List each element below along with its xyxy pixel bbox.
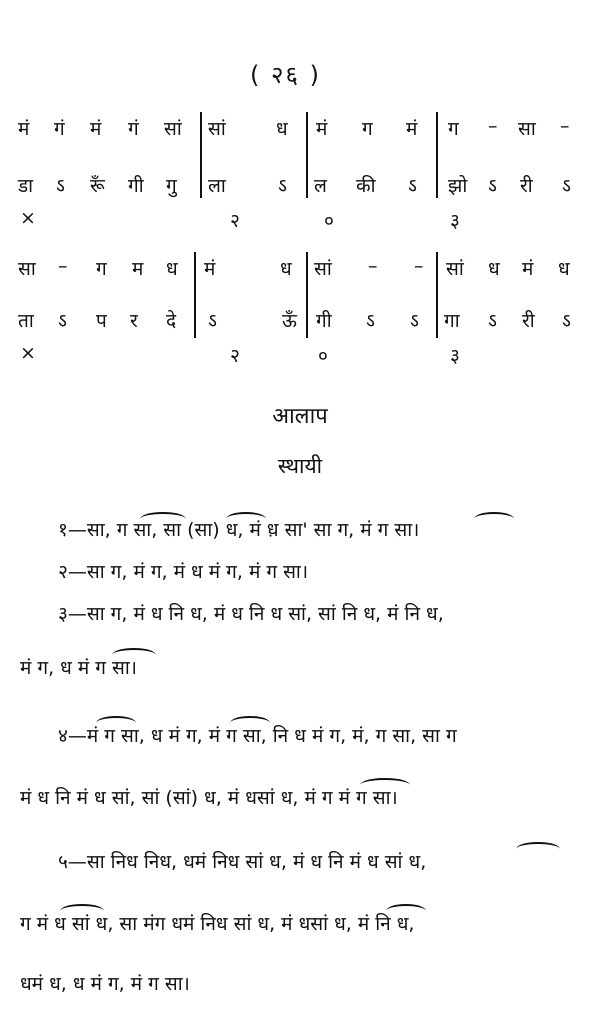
taal-mark: ३	[450, 345, 460, 367]
meend-arc	[140, 512, 186, 526]
swar-note: मं	[18, 118, 30, 140]
block2-bol-row	[18, 307, 580, 341]
meend-arc	[474, 512, 514, 526]
block1-bol-row	[18, 172, 580, 206]
vibhag-line	[436, 252, 438, 338]
swar-note: –	[488, 115, 498, 137]
vibhag-line	[194, 252, 196, 338]
swar-note: मं	[522, 258, 534, 280]
taal-mark: ×	[20, 207, 36, 229]
bol-syllable: ऽ	[488, 310, 497, 332]
alaap-line: ४—मं ग सा, ध मं ग, मं ग सा, नि ध मं ग, मं, ग सा, सा ग	[58, 725, 457, 747]
bol-syllable: ता	[18, 310, 34, 332]
swar-note: म	[132, 258, 144, 280]
taal-mark: २	[230, 345, 240, 367]
bol-syllable: री	[520, 175, 533, 197]
bol-syllable: ऽ	[562, 310, 571, 332]
swar-note: सां	[314, 258, 332, 280]
swar-note: गं	[128, 118, 139, 140]
swar-note: सा	[518, 118, 536, 140]
page-number: ( २६ )	[250, 61, 321, 89]
bol-syllable: ऽ	[208, 310, 217, 332]
meend-arc	[230, 716, 270, 730]
vibhag-line	[200, 112, 202, 198]
meend-arc	[360, 778, 410, 792]
bol-syllable: ऊँ	[282, 310, 297, 332]
bol-syllable: ऽ	[488, 175, 497, 197]
alaap-line: २—सा ग, मं ग, मं ध मं ग, मं ग सा।	[58, 561, 309, 583]
bol-syllable: झो	[448, 175, 468, 197]
bol-syllable: गु	[166, 175, 177, 197]
vibhag-line	[306, 252, 308, 338]
bol-syllable: दे	[166, 310, 177, 332]
bol-syllable: गा	[444, 310, 460, 332]
bol-syllable: ऽ	[56, 175, 65, 197]
swar-note: ग	[362, 118, 373, 140]
alaap-line: १—सा, ग सा, सा (सा) ध, मं ध़ सा' सा ग, मं ग सा।	[58, 519, 420, 541]
swar-note: ध	[488, 258, 500, 280]
vibhag-line	[436, 112, 438, 198]
meend-arc	[60, 904, 104, 918]
alaap-line: मं ग, ध मं ग सा।	[20, 657, 138, 679]
swar-note: ध	[280, 258, 292, 280]
swar-note: –	[368, 255, 378, 277]
bol-syllable: प	[96, 310, 107, 332]
block1-swar-row	[18, 115, 580, 149]
bol-syllable: र	[130, 310, 138, 332]
alaap-line: धमं ध, ध मं ग, मं ग सा।	[20, 973, 190, 995]
alaap-heading: आलाप	[272, 404, 328, 429]
swar-note: मं	[204, 258, 216, 280]
swar-note: मं	[406, 118, 418, 140]
swar-note: –	[560, 115, 570, 137]
swar-note: मं	[90, 118, 102, 140]
taal-mark: ०	[318, 345, 328, 367]
alaap-line: ५—सा निध निध, धमं निध सां ध, मं ध नि मं ध सां ध,	[58, 851, 427, 873]
alaap-line: मं ध नि मं ध सां, सां (सां) ध, मं धसां ध, मं ग मं ग सा।	[20, 787, 398, 809]
swar-note: –	[58, 255, 68, 277]
taal-mark: ३	[450, 210, 460, 232]
swar-note: सां	[164, 118, 182, 140]
meend-arc	[112, 648, 156, 662]
taal-mark: ०	[324, 210, 334, 232]
sthayi-heading: स्थायी	[277, 454, 323, 478]
block2-taal-row	[18, 342, 580, 376]
bol-syllable: ऽ	[410, 310, 419, 332]
swar-note: ध	[166, 258, 178, 280]
bol-syllable: गी	[316, 310, 332, 332]
meend-arc	[386, 904, 426, 918]
bol-syllable: की	[356, 175, 376, 197]
bol-syllable: ऽ	[408, 175, 417, 197]
swar-note: मं	[316, 118, 328, 140]
swar-note: ग	[96, 258, 107, 280]
bol-syllable: ऽ	[366, 310, 375, 332]
swar-note: ग	[448, 118, 459, 140]
swar-note: –	[414, 255, 424, 277]
alaap-line: ग मं ध सां ध, सा मंग धमं निध सां ध, मं धसां ध, मं नि ध,	[20, 913, 415, 935]
bol-syllable: ला	[208, 175, 226, 197]
bol-syllable: ऽ	[58, 310, 67, 332]
meend-arc	[226, 512, 266, 526]
swar-note: सां	[208, 118, 226, 140]
bol-syllable: ऽ	[278, 175, 287, 197]
bol-syllable: ऽ	[562, 175, 571, 197]
meend-arc	[96, 716, 136, 730]
bol-syllable: रूँ	[90, 175, 105, 197]
swar-note: सा	[18, 258, 36, 280]
swar-note: ध	[558, 258, 570, 280]
taal-mark: ×	[20, 342, 36, 364]
swar-note: ध	[276, 118, 288, 140]
block1-taal-row	[18, 207, 580, 241]
block2-swar-row	[18, 255, 580, 289]
meend-arc	[516, 842, 560, 856]
bol-syllable: ल	[314, 175, 327, 197]
bol-syllable: री	[522, 310, 535, 332]
taal-mark: २	[230, 210, 240, 232]
bol-syllable: डा	[18, 175, 34, 197]
bol-syllable: गी	[128, 175, 144, 197]
swar-note: सां	[446, 258, 464, 280]
vibhag-line	[306, 112, 308, 198]
alaap-line: ३—सा ग, मं ध नि ध, मं ध नि ध सां, सां नि ध, मं नि ध,	[58, 603, 444, 625]
swar-note: गं	[54, 118, 65, 140]
